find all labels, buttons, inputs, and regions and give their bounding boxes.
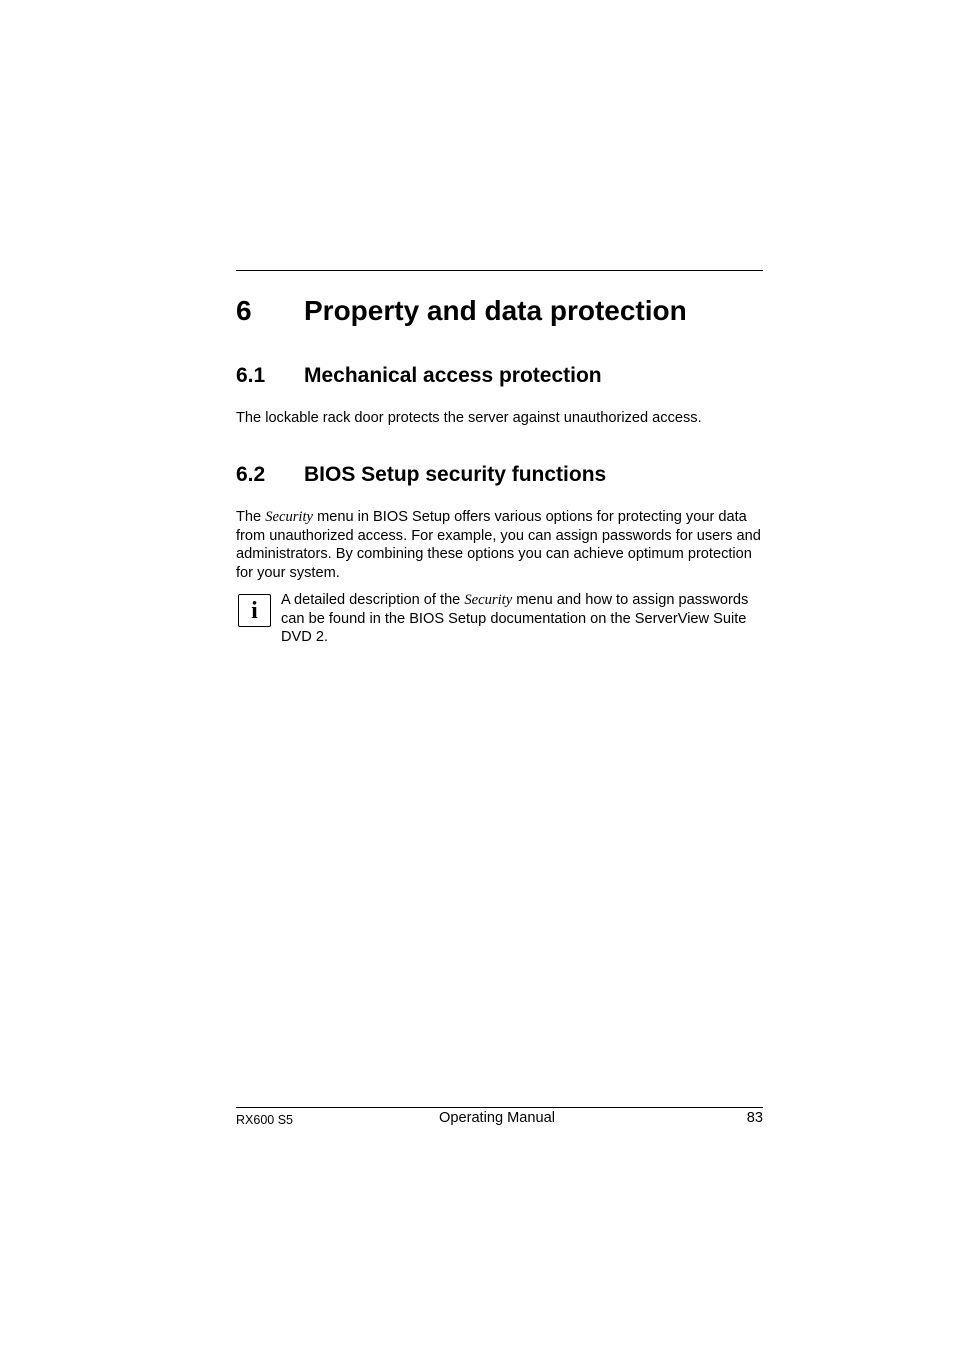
page-number: 83: [746, 1110, 763, 1126]
security-menu-term: Security: [464, 592, 513, 608]
chapter-heading: [236, 293, 687, 329]
footer-rule: [236, 1107, 763, 1108]
section-6-1-body: The lockable rack door protects the server against unauthorized access.: [236, 410, 702, 426]
section-heading-6-1: [236, 363, 602, 389]
body-text-rest: menu in BIOS Setup offers various options for protecting your data from unauthorized access. For example, you can assign passwords for users and administrators. By combining these options you can achieve optimum protection for your system.: [236, 509, 761, 581]
section-6-2-body: [236, 508, 766, 582]
note-text-start: A detailed description of the: [281, 592, 465, 608]
info-note: [281, 591, 766, 647]
info-icon: i: [238, 594, 271, 627]
footer-manual-title: Operating Manual: [439, 1110, 556, 1126]
section-heading-6-2: [236, 462, 606, 488]
body-text-start: The: [236, 509, 266, 525]
note-text-rest: menu and how to assign passwords can be found in the BIOS Setup documentation on the ServerView Suite DVD 2.: [281, 592, 749, 645]
section-number: 6.2: [236, 463, 266, 486]
chapter-top-rule: [236, 270, 763, 271]
chapter-title: Property and data protection: [304, 295, 687, 326]
section-title: Mechanical access protection: [304, 364, 602, 387]
footer-product: RX600 S5: [236, 1113, 293, 1127]
chapter-number: 6: [236, 295, 252, 326]
security-menu-term: Security: [265, 509, 314, 525]
section-number: 6.1: [236, 364, 266, 387]
section-title: BIOS Setup security functions: [304, 463, 607, 486]
